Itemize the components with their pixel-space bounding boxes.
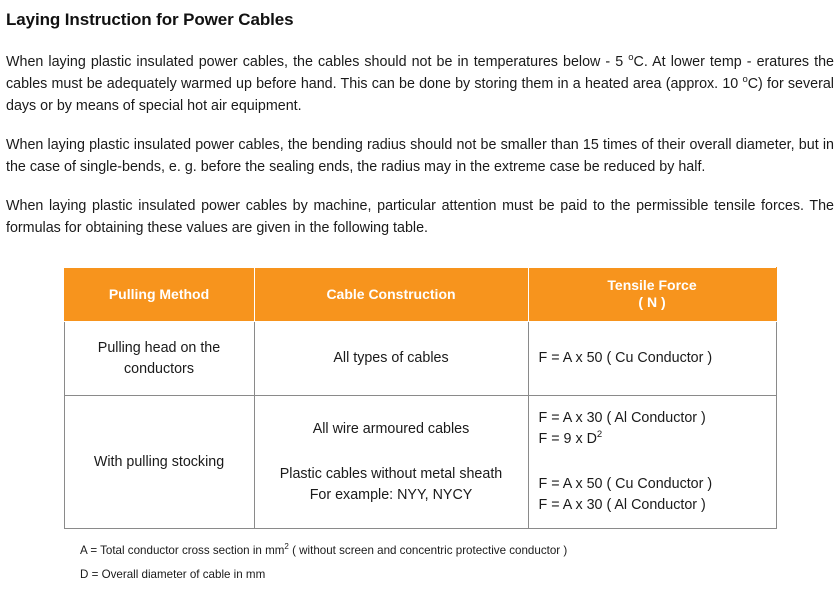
paragraph-bending-radius: When laying plastic insulated power cables, the bending radius should not be smaller than 15 times of their overall diameter, but in the case of single-bends, e. g. before the sealing ends, the radius may in the extreme case be reduced by half. — [6, 137, 834, 175]
table-row — [64, 396, 776, 529]
force-formula: F = A x 30 ( Al Conductor ) — [538, 410, 706, 426]
column-header-tensile-force-line1: Tensile Force — [607, 277, 697, 293]
cell-construction-1: All types of cables — [254, 322, 528, 396]
column-header-tensile-force — [528, 268, 776, 322]
cell-method-2: With pulling stocking — [64, 396, 254, 529]
tensile-force-table — [64, 267, 777, 529]
degree-symbol: o — [628, 52, 634, 64]
column-header-cable-construction: Cable Construction — [254, 268, 528, 322]
note-text: ( without screen and concentric protective conductor ) — [288, 544, 568, 557]
paragraph-segment: When laying plastic insulated power cables, the cables should not be in temperatures below - 5 — [6, 54, 629, 70]
exponent: 2 — [284, 542, 289, 552]
cell-construction-2 — [254, 396, 528, 529]
note-text: A = Total conductor cross section in mm — [80, 544, 285, 557]
force-formula: F = A x 50 ( Cu Conductor ) — [538, 350, 713, 366]
paragraph-temperature — [6, 51, 834, 117]
exponent: 2 — [596, 429, 603, 441]
column-header-pulling-method: Pulling Method — [64, 268, 254, 322]
note-overall-diameter: D = Overall diameter of cable in mm — [80, 568, 266, 581]
degree-symbol: o — [742, 74, 748, 86]
force-formula — [539, 429, 766, 450]
cell-force-1 — [528, 322, 776, 396]
table-header-row — [64, 268, 776, 322]
force-formula-text: F = 9 x D — [538, 431, 597, 447]
column-header-tensile-force-unit: ( N ) — [638, 294, 666, 310]
force-formula: F = A x 50 ( Cu Conductor ) — [538, 476, 713, 492]
table-notes — [2, 543, 838, 582]
construction-block-plastic — [265, 464, 518, 506]
construction-plastic-line1: Plastic cables without metal sheath — [279, 465, 503, 482]
paragraph-segment: C) for several days or by means of special hot air equipment. — [6, 76, 834, 114]
force-formula: F = A x 30 ( Al Conductor ) — [538, 497, 706, 513]
paragraph-tensile-forces: When laying plastic insulated power cables by machine, particular attention must be paid to the permissible tensile forces. The formulas for obtaining these values are given in the following table. — [6, 198, 834, 236]
paragraph-segment: C. At lower temp - eratures the cables must be adequately warmed up before hand. This can be done by storing them in a heated area (approx. 10 — [6, 54, 834, 92]
construction-plastic-line2: For example: NYY, NYCY — [309, 486, 473, 503]
note-conductor-cross-section — [80, 543, 838, 558]
page-title: Laying Instruction for Power Cables — [6, 10, 294, 29]
table-container — [2, 267, 838, 529]
table-row — [64, 322, 776, 396]
cell-force-2 — [528, 396, 776, 529]
construction-block-armoured: All wire armoured cables — [312, 420, 470, 437]
cell-method-1: Pulling head on the conductors — [64, 322, 254, 396]
